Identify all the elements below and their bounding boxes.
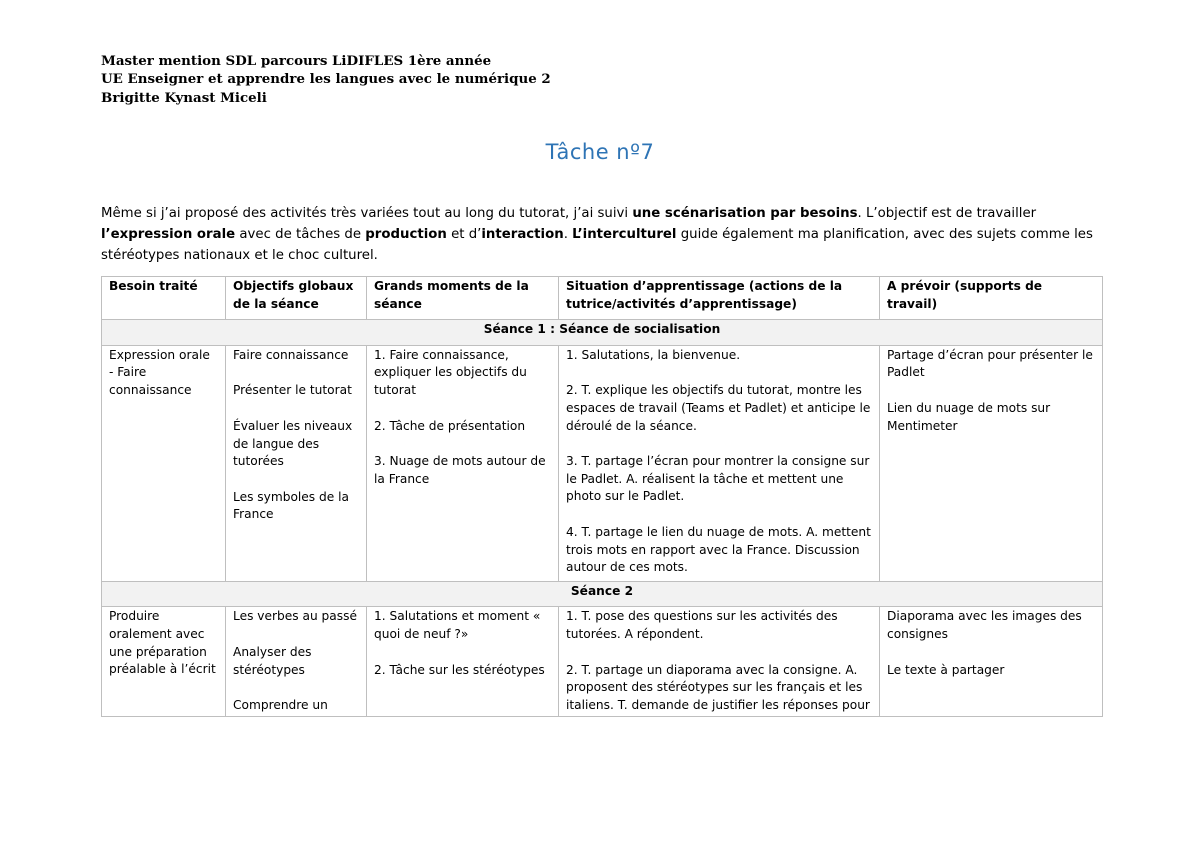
supports-cell-content bbox=[887, 608, 1095, 712]
session-2-title-row bbox=[102, 581, 1103, 607]
document-header bbox=[101, 52, 551, 107]
objective-item: Les verbes au passé bbox=[233, 609, 357, 624]
table-header-row bbox=[102, 277, 1103, 320]
intro-emphasis: interaction bbox=[481, 227, 564, 242]
support-item: Diaporama avec les images des consignes bbox=[887, 609, 1082, 641]
session-1-row bbox=[102, 345, 1103, 581]
intro-text: et d’ bbox=[446, 227, 482, 242]
intro-emphasis: l’expression orale bbox=[101, 227, 236, 242]
session-1-title: Séance 1 : Séance de socialisation bbox=[102, 320, 1103, 346]
column-header-objectives: Objectifs globaux de la séance bbox=[226, 277, 367, 320]
support-item: Lien du nuage de mots sur Mentimeter bbox=[887, 400, 1051, 433]
column-header-supports: A prévoir (supports de travail) bbox=[880, 277, 1103, 320]
supports-cell bbox=[880, 607, 1103, 717]
situation-cell bbox=[559, 607, 880, 717]
supports-cell bbox=[880, 345, 1103, 581]
intro-emphasis: une scénarisation par besoins bbox=[632, 206, 858, 221]
objective-item: Évaluer les niveaux de langue des tutorées bbox=[233, 418, 353, 469]
situation-item: 2. T. partage un diaporama avec la consigne. A. proposent des stéréotypes sur les français et les italiens. T. demande de justifier les réponses pour bbox=[566, 662, 870, 712]
situation-item: 4. T. partage le lien du nuage de mots. A. mettent trois mots en rapport avec la France. Discussion autour de ces mots. bbox=[566, 524, 871, 575]
session-1-title-row bbox=[102, 320, 1103, 346]
support-item: Partage d’écran pour présenter le Padlet bbox=[887, 347, 1093, 380]
intro-paragraph bbox=[101, 203, 1101, 266]
intro-emphasis: L’interculturel bbox=[572, 227, 677, 242]
need-text: Expression orale - Faire connaissance bbox=[109, 347, 210, 397]
intro-emphasis: production bbox=[365, 227, 447, 242]
objectives-cell bbox=[226, 607, 367, 717]
situation-item: 2. T. explique les objectifs du tutorat, montre les espaces de travail (Teams et Padlet) et anticipe le déroulé de la séance. bbox=[566, 383, 871, 433]
header-course: UE Enseigner et apprendre les langues avec le numérique 2 bbox=[101, 71, 551, 88]
need-text: Produire oralement avec une préparation préalable à l’écrit bbox=[109, 609, 216, 677]
intro-text: avec de tâches de bbox=[235, 227, 366, 242]
column-header-moments: Grands moments de la séance bbox=[367, 277, 559, 320]
intro-text: . L’objectif est de travailler bbox=[857, 206, 1037, 221]
objective-item: Présenter le tutorat bbox=[233, 383, 352, 398]
moment-item: 2. Tâche sur les stéréotypes bbox=[374, 662, 545, 677]
situation-cell bbox=[559, 345, 880, 581]
moment-item: 1. Faire connaissance, expliquer les objectifs du tutorat bbox=[374, 347, 527, 397]
intro-text: Même si j’ai proposé des activités très variées tout au long du tutorat, j’ai suivi bbox=[101, 206, 633, 221]
moment-item: 1. Salutations et moment « quoi de neuf ?» bbox=[374, 609, 541, 641]
objective-item: Analyser des stéréotypes bbox=[233, 644, 312, 677]
situation-item: 3. T. partage l’écran pour montrer la consigne sur le Padlet. A. réalisent la tâche et mettent une photo sur le Padlet. bbox=[566, 454, 870, 504]
need-cell bbox=[102, 607, 226, 717]
situation-item: 1. Salutations, la bienvenue. bbox=[566, 347, 741, 362]
header-author: Brigitte Kynast Miceli bbox=[101, 89, 267, 106]
column-header-situation: Situation d’apprentissage (actions de la tutrice/activités d’apprentissage) bbox=[559, 277, 880, 320]
intro-text: . bbox=[563, 227, 573, 242]
column-header-need: Besoin traité bbox=[102, 277, 226, 320]
moment-item: 3. Nuage de mots autour de la France bbox=[374, 454, 546, 486]
moments-cell bbox=[367, 345, 559, 581]
planning-table bbox=[101, 276, 1103, 717]
objectives-cell bbox=[226, 345, 367, 581]
objective-item: Les symboles de la France bbox=[233, 489, 349, 522]
session-2-row bbox=[102, 607, 1103, 717]
objective-item: Faire connaissance bbox=[233, 347, 349, 362]
need-cell-content bbox=[109, 608, 218, 712]
moments-cell-content bbox=[374, 608, 551, 712]
moments-cell bbox=[367, 607, 559, 717]
need-cell bbox=[102, 345, 226, 581]
support-item: Le texte à partager bbox=[887, 662, 1005, 677]
intro-text: guide également ma planification, avec des sujets comme les stéréotypes nationaux et le choc culturel. bbox=[101, 227, 1093, 263]
situation-cell-content bbox=[566, 608, 872, 712]
page-title: Tâche nº7 bbox=[545, 140, 655, 164]
moment-item: 2. Tâche de présentation bbox=[374, 418, 526, 433]
situation-item: 1. T. pose des questions sur les activités des tutorées. A répondent. bbox=[566, 609, 838, 641]
session-2-title: Séance 2 bbox=[102, 581, 1103, 607]
objectives-cell-content bbox=[233, 608, 359, 712]
header-program: Master mention SDL parcours LiDIFLES 1ère année bbox=[101, 53, 492, 69]
objective-item: Comprendre un bbox=[233, 698, 328, 713]
